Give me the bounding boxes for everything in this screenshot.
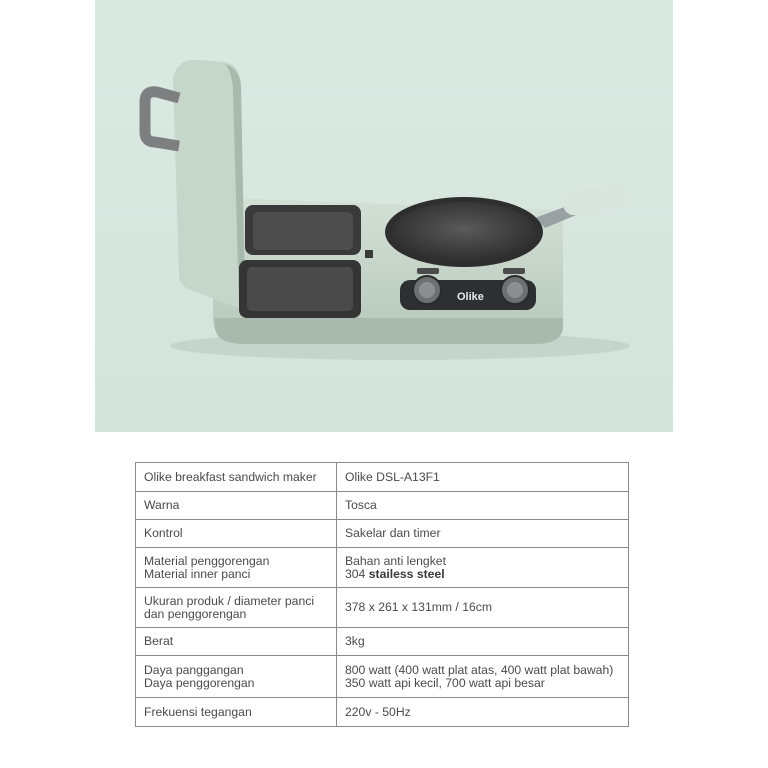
spec-value-cell xyxy=(337,588,629,628)
table-row xyxy=(136,588,629,628)
spec-value-cell xyxy=(337,548,629,588)
sandwich-plate-bottom-inner xyxy=(247,267,353,311)
spec-value: 220v - 50Hz xyxy=(345,704,411,719)
spec-label-cell xyxy=(136,520,337,548)
spec-value-cell xyxy=(337,463,629,492)
spec-label: Material penggorengan xyxy=(144,554,270,568)
spec-label-cell xyxy=(136,698,337,727)
spec-label-cell xyxy=(136,656,337,698)
spec-label: Daya penggorengan xyxy=(144,675,255,690)
spec-label: Frekuensi tegangan xyxy=(144,704,252,719)
spec-label-cell xyxy=(136,463,337,492)
table-row xyxy=(136,656,629,698)
spec-label: Daya panggangan xyxy=(144,663,244,677)
table-row xyxy=(136,698,629,727)
spec-value-emphasis: stailess steel xyxy=(368,566,445,581)
table-row xyxy=(136,463,629,492)
spec-value: 350 watt api kecil, 700 watt api besar xyxy=(345,675,545,690)
product-photo xyxy=(95,0,673,432)
spec-label: Olike breakfast sandwich maker xyxy=(144,469,317,484)
frying-pan xyxy=(392,202,536,262)
sandwich-plate-top-inner xyxy=(253,212,353,250)
spec-table xyxy=(135,462,629,727)
spec-value: Sakelar dan timer xyxy=(345,526,441,541)
table-row xyxy=(136,548,629,588)
spec-label: Warna xyxy=(144,498,180,513)
spec-value-prefix: 304 xyxy=(345,566,369,581)
timer-knob-cap xyxy=(507,282,523,298)
base-bottom-edge xyxy=(215,318,563,344)
spec-value: Olike DSL-A13F1 xyxy=(345,469,440,484)
spec-value xyxy=(345,568,620,581)
spec-label-cell xyxy=(136,492,337,520)
spec-value-cell xyxy=(337,520,629,548)
temperature-knob-cap xyxy=(419,282,435,298)
spec-value-cell xyxy=(337,698,629,727)
knob-label-right xyxy=(503,268,525,274)
spec-value: 378 x 261 x 131mm / 16cm xyxy=(345,600,492,615)
spec-label: Berat xyxy=(144,634,174,649)
spec-value-cell xyxy=(337,492,629,520)
spec-value: Tosca xyxy=(345,498,377,513)
spec-label-cell xyxy=(136,588,337,628)
knob-label-left xyxy=(417,268,439,274)
spec-label: Material inner panci xyxy=(144,566,251,581)
table-row xyxy=(136,520,629,548)
spec-table-body xyxy=(136,463,629,727)
table-row xyxy=(136,628,629,656)
spec-value: 3kg xyxy=(345,634,365,649)
sandwich-maker-illustration xyxy=(95,0,673,432)
spec-value-cell xyxy=(337,628,629,656)
spec-label: Ukuran produk / diameter panci xyxy=(144,594,315,608)
spec-label-cell xyxy=(136,548,337,588)
indicator-light xyxy=(365,250,373,258)
spec-label: dan penggorengan xyxy=(144,606,247,621)
spec-label: Kontrol xyxy=(144,526,183,541)
spec-label-cell xyxy=(136,628,337,656)
spec-value: 800 watt (400 watt plat atas, 400 watt plat bawah) xyxy=(345,663,614,677)
spec-value-cell xyxy=(337,656,629,698)
spec-value: Bahan anti lengket xyxy=(345,554,446,568)
table-row xyxy=(136,492,629,520)
brand-logo: Olike xyxy=(457,291,484,303)
